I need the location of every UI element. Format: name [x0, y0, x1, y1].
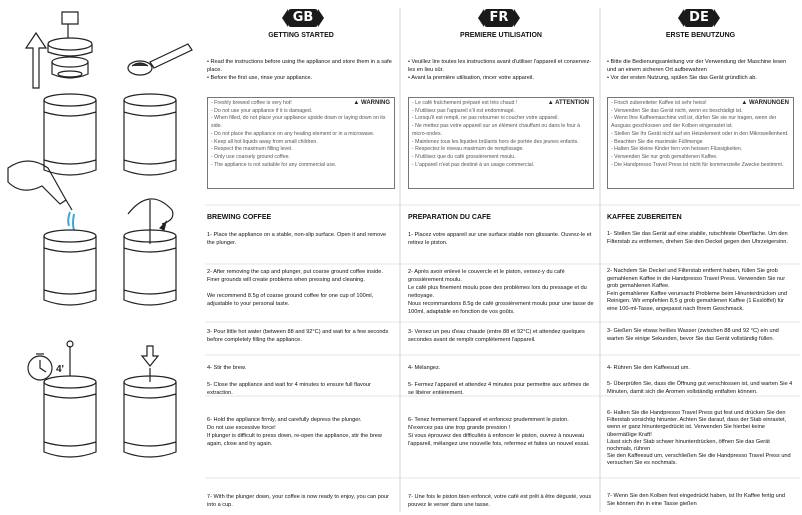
intro-line: • Vor der ersten Nutzung, spülen Sie das Gerät gründlich ab.	[607, 75, 757, 81]
warning-heading: ▲ WARNUNGEN	[741, 100, 789, 106]
intro-line: • Read the instructions before using the appliance and store them in a safe place.	[207, 59, 392, 73]
section-title-gb: GETTING STARTED	[268, 32, 334, 39]
step-7-gb: 7- With the plunger down, your coffee is now ready to enjoy, you can pour into a cup.	[207, 494, 390, 508]
warning-line: - Halten Sie kleine Kinder fern von heissen Flüssigkeiten.	[611, 146, 743, 153]
warning-line: - N'utilisez pas l'appareil s'il est endommagé.	[412, 107, 516, 114]
section-title-de: ERSTE BENUTZUNG	[665, 32, 736, 39]
step-7-de: 7- Wenn Sie den Kolben fest eingedrückt haben, ist Ihr Kaffee fertig und Sie können ihn in eine Tasse gießen	[607, 493, 785, 507]
step-2-de: 2- Nachdem Sie Deckel und Filterstab entfernt haben, füllen Sie grob gemahlenen Kaffee in die Handpresso Travel Press. Verwenden Sie nur grob gemahlenen Kaffee. Fein gemahlener Kaffee verursacht Probleme beim Hinunterdrücken und Reinigen. Wir empfehlen 8,5 g grob gemahlenen Kaffee (1 Esslöffel) für eine 100-ml-Tasse, angepasst nach Ihrem Geschmack.	[607, 268, 787, 312]
step-6-fr: 6- Tenez fermement l'appareil et enfoncez prudemment le piston. N'exercez pas une trop grande pression ! Si vous éprouvez des difficultés à enfoncer le piston, ouvrez à nouveau l'appareil, mélangez une nouvelle fois, refermez et faites un nouvel essai.	[408, 417, 590, 447]
step-4-fr: 4- Mélangez.	[408, 365, 441, 371]
warning-icon: ▲	[547, 100, 556, 106]
section-title-fr: PREMIERE UTILISATION	[460, 32, 542, 39]
step-5-de: 5- Überprüfen Sie, dass die Öffnung gut verschlossen ist, und warten Sie 4 Minuten, damit sich die Aromen vollständig entfalten können.	[607, 381, 793, 395]
step-1-de: 1- Stellen Sie das Gerät auf eine stabile, rutschfeste Oberfläche. Um den Filterstab zu entfernen, drehen Sie den Deckel gegen den Uhrzeigersinn.	[607, 231, 788, 245]
step-1-gb: 1- Place the appliance on a stable, non-slip surface. Open it and remove the plunger.	[207, 232, 387, 246]
warning-box-fr	[408, 97, 594, 189]
step-2-fr: 2- Après avoir enlevé le couvercle et le piston, versez-y du café grossièrement moulu. Le café plus finement moulu pose des problèmes lors du pressage et du nettoyage. Nous recommandons 8.5g de café grossièrement moulu pour une tasse de 100ml, adaptable en fonction de vos goûts.	[408, 269, 594, 315]
up-arrow-icon	[26, 33, 46, 88]
warning-line: - Respectez le niveau maximum de remplissage.	[412, 146, 524, 153]
warning-box-de	[607, 97, 794, 189]
warning-line: - N'utilisez que du café grossièrement moulu.	[412, 153, 516, 160]
brewing-heading-gb: BREWING COFFEE	[207, 214, 272, 221]
step-5-fr: 5- Fermez l'appareil et attendez 4 minutes pour permettre aux arômes de se libérer entièrement.	[408, 382, 590, 396]
step-6-gb: 6- Hold the appliance firmly, and carefully depress the plunger. Do not use excessive force! If plunger is difficult to press down, re-open the appliance, stir the brew again, close and try again.	[207, 417, 382, 447]
stir-arrow-icon	[128, 199, 173, 244]
warning-line: - Die Handpresso Travel Press ist nicht für kommerzielle Zwecke bestimmt.	[611, 161, 784, 168]
step-3-fr: 3- Versez un peu d'eau chaude (entre 88 et 92°C) et attendez quelques secondes avant de remplir complètement l'appareil.	[408, 329, 585, 343]
mug-illustration-5	[44, 376, 96, 457]
language-badge-gb: GB	[288, 9, 318, 27]
language-badge-de: DE	[684, 9, 714, 27]
warning-line: - Wenn Ihre Kaffeemaschine voll ist, dürfen Sie sie nur tragen, wenn der Ausguss geschlossen und der Kolben eingerastet ist.	[611, 115, 777, 130]
warning-line: - Keep all hot liquids away from small children.	[211, 138, 318, 145]
warning-line: - Freshly brewed coffee is very hot!	[211, 100, 292, 106]
step-4-gb: 4- Stir the brew.	[207, 365, 247, 371]
warning-icon: ▲	[353, 100, 361, 106]
warning-line: - Beachten Sie die maximale Füllmenge	[611, 138, 703, 145]
step-4-de: 4- Rühren Sie den Kaffeesud um.	[607, 365, 690, 371]
intro-line: • Veuillez lire toutes les instructions avant d'utiliser l'appareil et conservez-les en lieu sûr.	[408, 59, 592, 73]
warning-line: - L'appareil n'est pas destiné à un usage commercial.	[412, 161, 535, 168]
step-3-gb: 3- Pour little hot water (between 88 and 92°C) and wait for a few seconds before completely filling the appliance.	[207, 329, 389, 343]
warning-line: - Ne mettez pas votre appareil sur un élément chauffant ou dans le four à micro-ondes.	[412, 123, 581, 137]
warning-line: - Stellen Sie Ihr Gerät nicht auf ein Heizelement oder in den Mikrowellenherd.	[611, 130, 789, 137]
language-badge-fr: FR	[484, 9, 514, 27]
mug-illustration-1	[44, 94, 96, 175]
brewing-heading-de: KAFFEE ZUBEREITEN	[607, 214, 682, 221]
intro-line: • Before the first use, rinse your appliance.	[207, 75, 313, 81]
warning-line: - Verwenden Sie nur grob gemahlenen Kaffee.	[611, 153, 718, 160]
warning-line: - Do not use your appliance if it is damaged.	[211, 107, 313, 114]
mug-illustration-6	[124, 376, 176, 457]
intro-gb	[207, 58, 395, 82]
timer-icon	[28, 354, 52, 380]
step-1-fr: 1- Placez votre appareil sur une surface stable non glissante. Ouvrez-le et retirez le piston.	[408, 232, 592, 246]
warning-line: - Lorsqu'il est rempli, ne pas retourner ni coucher votre appareil.	[412, 115, 559, 122]
step-5-gb: 5- Close the appliance and wait for 4 minutes to ensure full flavour extraction.	[207, 382, 371, 396]
mug-illustration-3	[44, 230, 96, 305]
warning-line: - Only use coarsely ground coffee.	[211, 153, 290, 160]
warning-line: - The appliance is not suitable for any commercial use.	[211, 161, 337, 168]
kettle-illustration	[8, 161, 74, 230]
mug-illustration-2	[124, 94, 176, 175]
warning-line: - When filled, do not place your appliance upside down or laying down on its side.	[211, 115, 386, 130]
intro-line: • Bitte die Bedienungsanleitung vor der Verwendung der Maschine lesen und an einem sicheren Ort aufbewahren	[607, 59, 787, 73]
brewing-heading-fr: PREPARATION DU CAFE	[408, 214, 491, 221]
warning-line: - Maintenez tous les liquides brûlants hors de portée des jeunes enfants.	[412, 138, 579, 145]
warning-heading: ▲ ATTENTION	[547, 100, 589, 106]
intro-de	[607, 58, 794, 82]
warning-heading: ▲ WARNING	[353, 100, 390, 106]
warning-line: - Le café fraîchement préparé est très chaud !	[412, 100, 518, 106]
warning-line: - Respect the maximum filling level.	[211, 146, 293, 153]
intro-line: • Avant la première utilisation, rincer votre appareil.	[408, 75, 534, 81]
coffee-spoon-illustration	[128, 44, 192, 75]
plunger-cap-illustration	[48, 12, 92, 78]
step-6-de: 6- Halten Sie die Handpresso Travel Press gut fest und drücken Sie den Filterstab vorsichtig hinunter. Achten Sie darauf, dass der Stab einrastet, wenn er ganz hinuntergedrückt ist. Verwenden Sie hierbei keine übermäßige Kraft! Lässt sich der Stab schwer hinunterdrücken, öffnen Sie das Gerät nochmals, rühren Sie den Kaffeesud um, verschließen Sie die Handpresso Travel Press und versuchen Sie es nochmals.	[607, 410, 791, 467]
step-3-de: 3- Gießen Sie etwas heißes Wasser (zwischen 88 und 92 °C) ein und warten Sie einige Sekunden, bevor Sie das Gerät vollständig füllen.	[607, 328, 779, 342]
warning-line: - Verwenden Sie das Gerät nicht, wenn es beschädigt ist.	[611, 107, 743, 114]
warning-line: - Frisch zubereiteter Kaffee ist sehr heiss!	[611, 100, 707, 106]
warning-line: - Do not place the appliance on any heating element or in a microwave.	[211, 130, 375, 137]
step-7-fr: 7- Une fois le piston bien enfoncé, votre café est prêt à être dégusté, vous pouvez le verser dans une tasse.	[408, 494, 592, 508]
warning-icon: ▲	[741, 100, 749, 106]
intro-fr	[408, 58, 594, 82]
timer-label: 4'	[56, 364, 64, 375]
warning-box-gb	[207, 97, 395, 189]
step-2-gb: 2- After removing the cap and plunger, put coarse ground coffee inside. Finer grounds will create problems when pressing and cleaning. We recommend 8.5g of coarse ground coffee for one cup of 100ml, adjustable to your personal taste.	[207, 269, 383, 307]
